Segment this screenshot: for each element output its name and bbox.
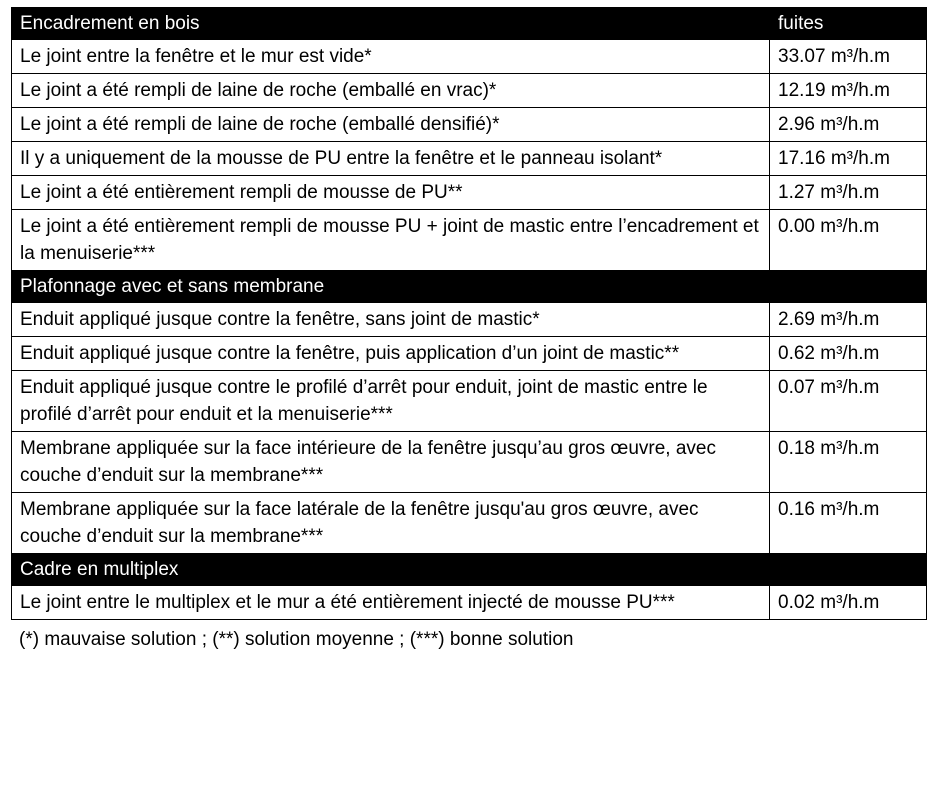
row-description: Le joint entre le multiplex et le mur a été entièrement injecté de mousse PU***	[12, 586, 770, 620]
row-leak-value: 0.02 m³/h.m	[770, 586, 927, 620]
document-sheet	[11, 7, 926, 653]
section-header-row	[12, 8, 927, 40]
table-row	[12, 303, 927, 337]
table-row	[12, 74, 927, 108]
row-description: Enduit appliqué jusque contre la fenêtre, puis application d’un joint de mastic**	[12, 337, 770, 371]
row-leak-value: 1.27 m³/h.m	[770, 176, 927, 210]
table-row	[12, 108, 927, 142]
section-header-row	[12, 271, 927, 303]
row-description: Le joint entre la fenêtre et le mur est vide*	[12, 40, 770, 74]
row-leak-value: 33.07 m³/h.m	[770, 40, 927, 74]
row-description: Enduit appliqué jusque contre le profilé d’arrêt pour enduit, joint de mastic entre le profilé d’arrêt pour enduit et la menuiserie***	[12, 371, 770, 432]
section-title: Encadrement en bois	[12, 8, 770, 40]
column-header-leaks	[770, 271, 927, 303]
table-body	[12, 8, 927, 620]
row-leak-value: 17.16 m³/h.m	[770, 142, 927, 176]
row-description: Membrane appliquée sur la face latérale de la fenêtre jusqu'au gros œuvre, avec couche d’enduit sur la membrane***	[12, 493, 770, 554]
row-description: Il y a uniquement de la mousse de PU entre la fenêtre et le panneau isolant*	[12, 142, 770, 176]
row-description: Membrane appliquée sur la face intérieure de la fenêtre jusqu’au gros œuvre, avec couche d’enduit sur la membrane***	[12, 432, 770, 493]
table-row	[12, 142, 927, 176]
leak-table	[11, 7, 927, 620]
footnote: (*) mauvaise solution ; (**) solution moyenne ; (***) bonne solution	[19, 629, 574, 650]
section-header-row	[12, 554, 927, 586]
table-row	[12, 371, 927, 432]
table-row	[12, 210, 927, 271]
row-leak-value: 0.16 m³/h.m	[770, 493, 927, 554]
row-description: Le joint a été rempli de laine de roche (emballé en vrac)*	[12, 74, 770, 108]
section-title: Cadre en multiplex	[12, 554, 770, 586]
table-row	[12, 586, 927, 620]
row-description: Le joint a été entièrement rempli de mousse de PU**	[12, 176, 770, 210]
column-header-leaks	[770, 554, 927, 586]
row-leak-value: 0.62 m³/h.m	[770, 337, 927, 371]
table-row	[12, 176, 927, 210]
row-description: Le joint a été entièrement rempli de mousse PU + joint de mastic entre l’encadrement et la menuiserie***	[12, 210, 770, 271]
row-leak-value: 0.18 m³/h.m	[770, 432, 927, 493]
row-description: Enduit appliqué jusque contre la fenêtre, sans joint de mastic*	[12, 303, 770, 337]
table-row	[12, 432, 927, 493]
table-row	[12, 40, 927, 74]
row-leak-value: 2.96 m³/h.m	[770, 108, 927, 142]
table-row	[12, 337, 927, 371]
section-title: Plafonnage avec et sans membrane	[12, 271, 770, 303]
row-leak-value: 0.07 m³/h.m	[770, 371, 927, 432]
row-leak-value: 12.19 m³/h.m	[770, 74, 927, 108]
row-description: Le joint a été rempli de laine de roche (emballé densifié)*	[12, 108, 770, 142]
row-leak-value: 0.00 m³/h.m	[770, 210, 927, 271]
table-row	[12, 493, 927, 554]
column-header-leaks: fuites	[770, 8, 927, 40]
row-leak-value: 2.69 m³/h.m	[770, 303, 927, 337]
